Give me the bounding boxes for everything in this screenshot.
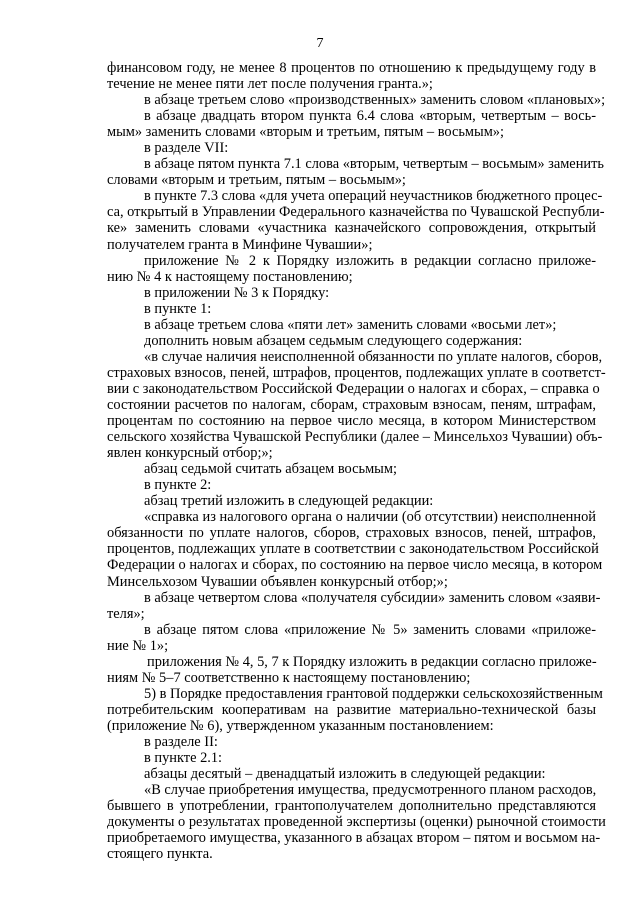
text-line: приложения № 4, 5, 7 к Порядку изложить в редакции согласно приложе- xyxy=(147,653,597,670)
text-line: получателем гранта в Минфине Чувашии»; xyxy=(107,236,373,253)
text-line: обязанности по уплате налогов, сборов, страховых взносов, пеней, штрафов, xyxy=(107,525,596,542)
text-line: (приложение № 6), утвержденном указанным постановлением: xyxy=(107,717,494,734)
text-line: стоящего пункта. xyxy=(107,846,213,863)
text-line: нию № 4 к настоящему постановлению; xyxy=(107,268,353,285)
text-line: вии с законодательством Российской Федерации о налогах и сборах, – справка о xyxy=(107,380,600,397)
text-line: дополнить новым абзацем седьмым следующего содержания: xyxy=(144,332,523,349)
text-line: Федерации о налогах и сборах, по состоянию на первое число месяца, в котором xyxy=(107,557,603,574)
text-line: в абзаце пятом слова «приложение № 5» заменить словами «приложе- xyxy=(144,621,596,638)
text-line: в разделе II: xyxy=(144,733,218,750)
text-line: в абзаце пятом пункта 7.1 слова «вторым, четвертым – восьмым» заменить xyxy=(144,156,604,173)
text-line: абзац седьмой считать абзацем восьмым; xyxy=(144,461,397,478)
text-line: «справка из налогового органа о наличии (об отсутствии) неисполненной xyxy=(144,509,596,526)
text-line: приобретаемого имущества, указанного в абзацах втором – пятом и восьмом на- xyxy=(107,830,601,847)
text-line: течение не менее пяти лет после получения гранта.»; xyxy=(107,76,433,93)
text-line: документы о результатах проведенной экспертизы (оценки) рыночной стоимости xyxy=(107,814,606,831)
page-number: 7 xyxy=(316,36,324,51)
text-line: абзацы десятый – двенадцатый изложить в следующей редакции: xyxy=(144,766,546,783)
text-line: в пункте 2: xyxy=(144,477,212,494)
text-line: финансовом году, не менее 8 процентов по отношению к предыдущему году в xyxy=(107,60,596,76)
text-line: ниям № 5–7 соответственно к настоящему постановлению; xyxy=(107,669,471,686)
text-line: состоянии расчетов по налогам, сборам, страховым взносам, пеням, штрафам, xyxy=(107,396,596,413)
text-line: са, открытый в Управлении Федерального казначейства по Чувашской Республи- xyxy=(107,204,605,221)
text-line: «в случае наличия неисполненной обязанности по уплате налогов, сборов, xyxy=(144,348,603,365)
text-line: «В случае приобретения имущества, предусмотренного планом расходов, xyxy=(144,782,597,799)
text-line: страховых взносов, пеней, штрафов, процентов, подлежащих уплате в соответст- xyxy=(107,364,606,381)
text-line: 5) в Порядке предоставления грантовой поддержки сельскохозяйственным xyxy=(144,685,603,702)
text-line: в разделе VII: xyxy=(144,140,229,157)
text-line: в абзаце двадцать втором пункта 6.4 слова «вторым, четвертым – вось- xyxy=(144,108,596,125)
text-line: в пункте 1: xyxy=(144,300,212,317)
text-line: приложение № 2 к Порядку изложить в редакции согласно приложе- xyxy=(144,252,596,269)
text-line: мым» заменить словами «вторым и третьим, пятым – восьмым»; xyxy=(107,124,504,141)
text-line: абзац третий изложить в следующей редакции: xyxy=(144,493,434,510)
text-line: в абзаце четвертом слова «получателя субсидии» заменить словом «заяви- xyxy=(144,589,601,606)
text-line: в абзаце третьем слово «производственных» заменить словом «плановых»; xyxy=(144,92,606,109)
text-line: ние № 1»; xyxy=(107,637,169,654)
text-line: процентов, подлежащих уплате в соответствии с законодательством Российской xyxy=(107,541,599,558)
text-line: в пункте 2.1: xyxy=(144,750,223,767)
text-line: потребительским кооперативам на развитие материально-технической базы xyxy=(107,701,596,718)
text-line: сельского хозяйства Чувашской Республики (далее – Минсельхоз Чувашии) объ- xyxy=(107,429,603,446)
text-line: Минсельхозом Чувашии объявлен конкурсный отбор;»; xyxy=(107,573,448,590)
text-line: в абзаце третьем слова «пяти лет» заменить словами «восьми лет»; xyxy=(144,316,557,333)
text-line: словами «вторым и третьим, пятым – восьмым»; xyxy=(107,172,406,189)
text-line: бывшего в употреблении, грантополучателем дополнительно представляются xyxy=(107,798,596,815)
document-body xyxy=(107,60,606,863)
text-line: явлен конкурсный отбор;»; xyxy=(107,445,273,462)
text-line: в приложении № 3 к Порядку: xyxy=(144,284,330,301)
text-line: в пункте 7.3 слова «для учета операций неучастников бюджетного процес- xyxy=(144,188,603,205)
text-line: теля»; xyxy=(107,605,145,622)
text-line: процентам по состоянию на первое число месяца, в котором Министерством xyxy=(107,413,596,430)
text-line: ке» заменить словами «участника казначейского сопровождения, открытый xyxy=(107,220,596,237)
